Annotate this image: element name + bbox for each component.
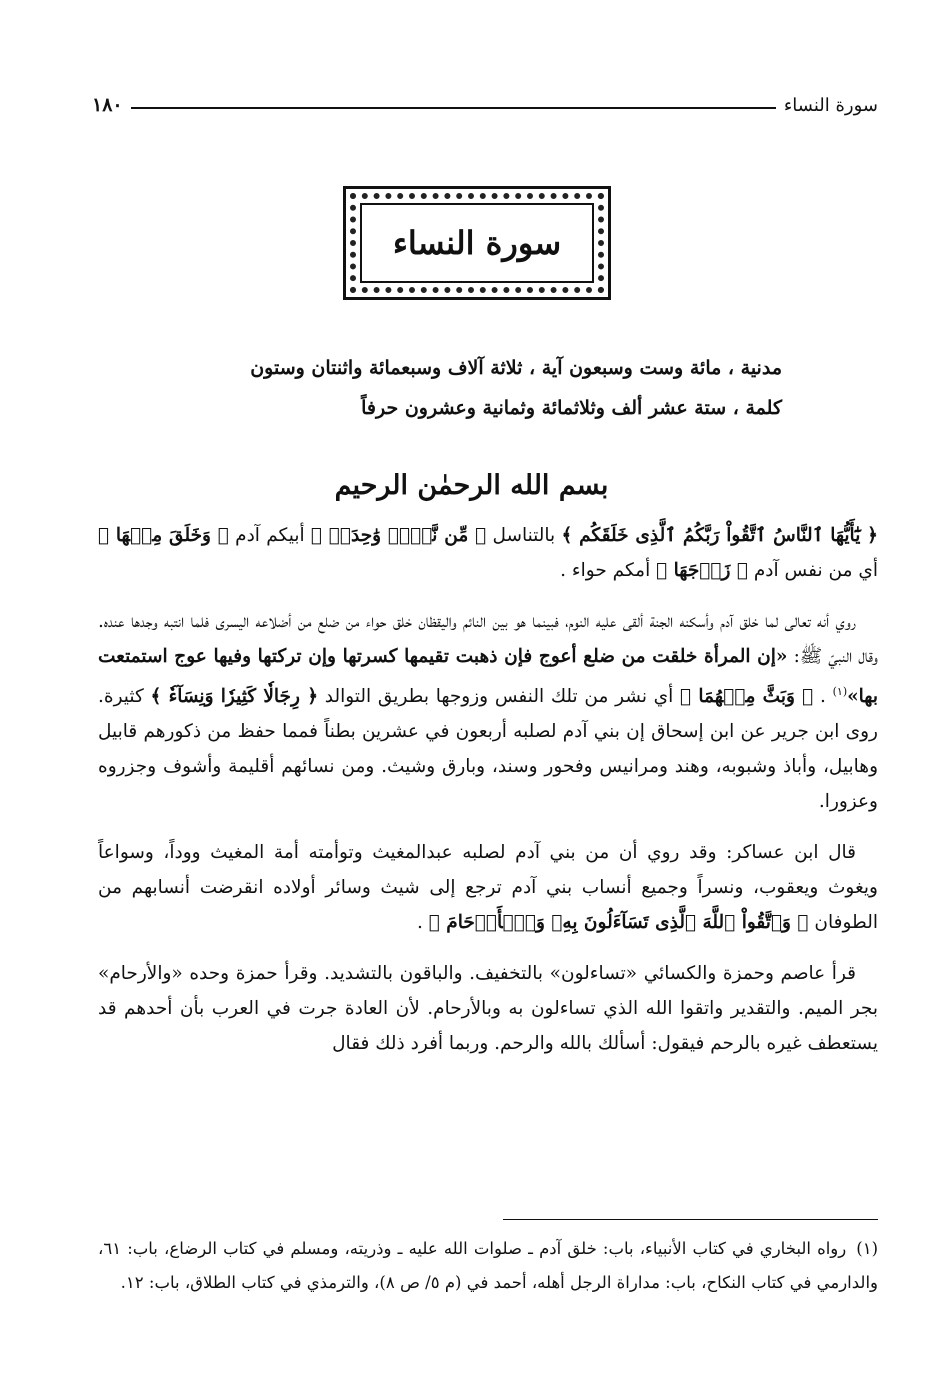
hadith-quote: «إن المرأة خلقت من ضلع أعوج فإن ذهبت تقيمها كسرتها وإن تركتها وفيها عوج استمتعت بها» bbox=[98, 646, 878, 708]
header-rule bbox=[131, 107, 776, 109]
quran-verse: ﴿ زَوۡجَهَا ﴾ bbox=[656, 560, 748, 581]
quran-verse: ﴿ وَبَثَّ مِنۡهُمَا ﴾ bbox=[680, 686, 814, 708]
commentary-text: أي من نفس آدم bbox=[747, 560, 878, 581]
quran-verse: ﴿ وَٱتَّقُواْ ٱللَّهَ ٱلَّذِى تَسَآءَلُونَ بِهِۦ وَٱلۡأَرۡحَامَ ﴾ bbox=[428, 912, 809, 934]
paragraph-4: قرأ عاصم وحمزة والكسائي «تساءلون» بالتخفيف. والباقون بالتشديد. وقرأ حمزة وحده «والأرحام» بجر الميم. والتقدير واتقوا الله الذي تساءلون به وبالأرحام. لأن العادة جرت في العرب بأن أحدهم قد يستعطف غيره بالرحم فيقول: أسألك بالله والرحم. وربما أفرد ذلك فقال bbox=[98, 963, 878, 1055]
paragraph-3 bbox=[98, 835, 878, 940]
commentary-text: أبيكم آدم bbox=[228, 525, 311, 546]
footnote bbox=[98, 1232, 878, 1300]
running-title: سورة النساء bbox=[783, 94, 878, 116]
footnote-text: رواه البخاري في كتاب الأنبياء، باب: خلق آدم ـ صلوات الله عليه ـ وذريته، ومسلم في كتاب الرضاع، باب: ٦١، والدارمي في كتاب النكاح، باب: مداراة الرجل أهله، أحمد في (م ٥/ ص ٨)، والترمذي في كتاب الطلاق، باب: ١٢. bbox=[98, 1239, 878, 1292]
commentary-text: أمكم حواء . bbox=[560, 560, 657, 581]
page-number: ١٨٠ bbox=[92, 94, 123, 116]
footnote-number: (١) bbox=[856, 1239, 878, 1258]
surah-info-line-1: مدنية ، مائة وست وسبعون آية ، ثلاثة آلاف وسبعمائة واثنتان وستون bbox=[250, 357, 782, 379]
footnote-reference[interactable]: (١) bbox=[832, 685, 848, 698]
paragraph-1 bbox=[98, 518, 878, 588]
basmala: بسم الله الرحمٰن الرحيم bbox=[334, 470, 609, 501]
surah-info-line-2: كلمة ، ستة عشر ألف وثلاثمائة وثمانية وعشرون حرفاً bbox=[361, 397, 782, 419]
quran-verse: ﴿ مِّن نَّفۡسٖ وَٰحِدَةٖ ﴾ bbox=[310, 525, 487, 546]
quran-verse: ﴿ وَخَلَقَ مِنۡهَا ﴾ bbox=[98, 525, 229, 546]
commentary-text: روي أنه تعالى لما خلق آدم وأسكنه الجنة ألقى عليه النوم، فبينما هو بين النائم واليقظان خلق حواء من ضلع من أضلاعه اليسرى فلما انتبه وجدها عنده. وقال النبيّ ﷺ: bbox=[98, 611, 878, 667]
commentary-text: أي نشر من تلك النفس وزوجها بطريق التوالد bbox=[318, 686, 681, 708]
commentary-text: . bbox=[416, 912, 429, 934]
quran-verse: ﴿ يَٰٓأَيُّهَا ٱلنَّاسُ ٱتَّقُواْ رَبَّكُمُ ٱلَّذِى خَلَقَكُم ﴾ bbox=[561, 525, 879, 546]
surah-title: سورة النساء bbox=[392, 224, 562, 262]
footnote-separator bbox=[503, 1219, 878, 1220]
surah-title-frame bbox=[343, 186, 611, 300]
running-header bbox=[92, 88, 878, 122]
surah-info bbox=[100, 348, 782, 428]
body-text bbox=[98, 518, 878, 1077]
commentary-text: قال ابن عساكر: وقد روي أن من بني آدم لصلبه عبدالمغيث وتوأمته أمة المغيث ووداً، وسواعاً ويغوث ويعقوب، ونسراً وجميع أنساب بني آدم ترجع إلى شيث وسائر أولاده انقرضت أنسابهم من الطوفان bbox=[98, 842, 878, 934]
title-inner-box bbox=[360, 203, 594, 283]
commentary-text: كثيرة. روى ابن جرير عن ابن إسحاق إن بني آدم لصلبه أربعون في عشرين بطناً فمما حفظ من ذكورهم قابيل وهابيل، وأباذ وشبوبه، وهند ومرانيس وفحور وسند، وبارق وشيث. ومن نسائهم أقليمة وأشوف وجزروه وعزورا. bbox=[98, 686, 878, 813]
ornamental-border bbox=[350, 193, 604, 293]
commentary-text: . bbox=[813, 686, 833, 708]
paragraph-2 bbox=[98, 604, 878, 819]
commentary-text: بالتناسل bbox=[486, 525, 562, 546]
quran-verse: ﴿ رِجَالٗا كَثِيرٗا وَنِسَآءٗ ﴾ bbox=[150, 686, 319, 708]
